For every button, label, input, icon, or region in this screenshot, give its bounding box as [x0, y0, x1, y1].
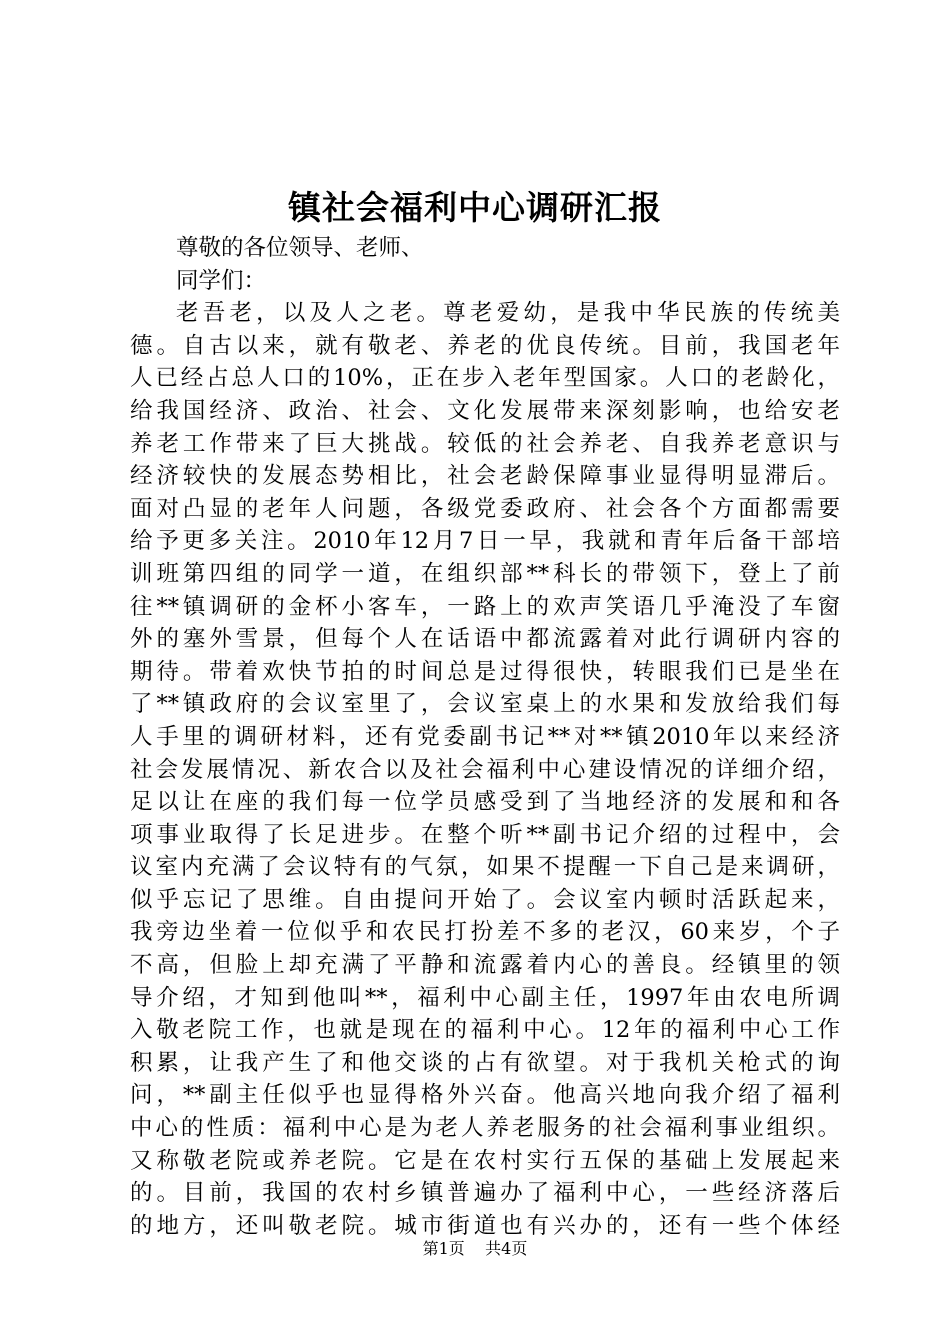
body-line: 外的塞外雪景，但每个人在话语中都流露着对此行调研内容的: [130, 626, 840, 653]
body-line: 往**镇调研的金杯小客车，一路上的欢声笑语几乎淹没了车窗: [130, 593, 840, 620]
body-line: 尊敬的各位领导、老师、: [176, 235, 424, 261]
body-line: 人手里的调研材料，还有党委副书记**对**镇2010年以来经济: [130, 723, 840, 750]
page-footer-separator: [470, 1239, 480, 1258]
document-body: [130, 232, 840, 1242]
body-line: 给予更多关注。2010年12月7日一早，我就和青年后备干部培: [130, 528, 840, 555]
body-line: 问，**副主任似乎也显得格外兴奋。他高兴地向我介绍了福利: [130, 1082, 840, 1109]
body-line: 的。目前，我国的农村乡镇普遍办了福利中心，一些经济落后: [130, 1180, 840, 1207]
body-line: 我旁边坐着一位似乎和农民打扮差不多的老汉，60来岁，个子: [130, 919, 840, 946]
body-line: 似乎忘记了思维。自由提问开始了。会议室内顿时活跃起来，: [130, 886, 840, 913]
body-line: 同学们：: [176, 267, 267, 294]
body-line: 期待。带着欢快节拍的时间总是过得很快，转眼我们已是坐在: [130, 658, 840, 685]
body-line: 足以让在座的我们每一位学员感受到了当地经济的发展和和各: [130, 789, 840, 816]
body-line: 的地方，还叫敬老院。城市街道也有兴办的，还有一些个体经: [130, 1212, 840, 1239]
page-footer: [0, 1238, 950, 1260]
page-number: 第1页: [422, 1239, 465, 1258]
body-line: 老吾老，以及人之老。尊老爱幼，是我中华民族的传统美: [176, 300, 840, 327]
body-line: 经济较快的发展态势相比，社会老龄保障事业显得明显滞后。: [130, 463, 840, 490]
body-line: 德。自古以来，就有敬老、养老的优良传统。目前，我国老年: [130, 332, 840, 359]
body-line: 给我国经济、政治、社会、文化发展带来深刻影响，也给安老: [130, 397, 840, 424]
body-line: 养老工作带来了巨大挑战。较低的社会养老、自我养老意识与: [130, 430, 840, 457]
body-line: 议室内充满了会议特有的气氛，如果不提醒一下自己是来调研，: [130, 854, 840, 881]
body-line: 积累，让我产生了和他交谈的占有欲望。对于我机关枪式的询: [130, 1049, 840, 1076]
body-line: 导介绍，才知到他叫**，福利中心副主任，1997年由农电所调: [130, 984, 840, 1011]
body-line: 人已经占总人口的10%，正在步入老年型国家。人口的老龄化，: [130, 365, 840, 392]
body-line: 又称敬老院或养老院。它是在农村实行五保的基础上发展起来: [130, 1147, 840, 1174]
document-title: 镇社会福利中心调研汇报: [288, 188, 662, 227]
body-line: 中心的性质：福利中心是为老人养老服务的社会福利事业组织。: [130, 1115, 840, 1142]
body-line: 训班第四组的同学一道，在组织部**科长的带领下，登上了前: [130, 560, 840, 587]
total-pages: 共4页: [485, 1239, 528, 1258]
body-line: 不高，但脸上却充满了平静和流露着内心的善良。经镇里的领: [130, 952, 840, 979]
body-line: 项事业取得了长足进步。在整个听**副书记介绍的过程中，会: [130, 821, 840, 848]
body-line: 社会发展情况、新农合以及社会福利中心建设情况的详细介绍，: [130, 756, 840, 783]
body-line: 入敬老院工作，也就是现在的福利中心。12年的福利中心工作: [130, 1017, 840, 1044]
body-line: 了**镇政府的会议室里了，会议室桌上的水果和发放给我们每: [130, 691, 840, 718]
body-line: 面对凸显的老年人问题，各级党委政府、社会各个方面都需要: [130, 495, 840, 522]
